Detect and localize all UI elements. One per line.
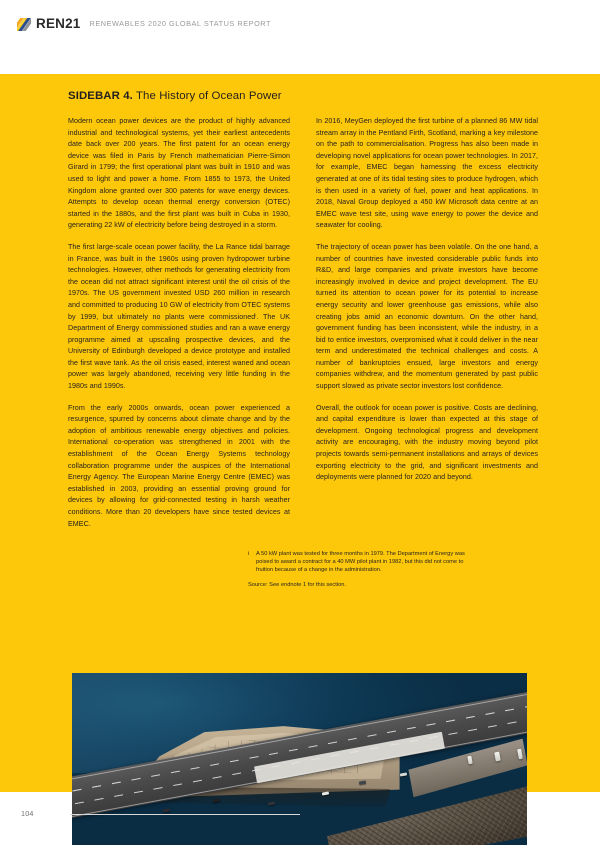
paragraph: Overall, the outlook for ocean power is positive. Costs are declining, and capital expenditure is lower than expected at this stage of development. Ongoing technological progress and development activity are encouraging, with the industry moving beyond pilot projects towards semi-permanent installations and arrays of devices exporting electricity to the grid, and significant investments and deployments were planned for 2020 and beyond. bbox=[316, 403, 538, 482]
page-number: 104 bbox=[21, 809, 34, 818]
sidebar-label: SIDEBAR 4. bbox=[68, 90, 133, 102]
storage-tank bbox=[494, 752, 501, 762]
source-note: Source: See endnote 1 for this section. bbox=[248, 582, 347, 589]
sidebar-subject: The History of Ocean Power bbox=[136, 90, 282, 102]
sidebar-heading bbox=[68, 90, 282, 102]
paragraph: The first large-scale ocean power facility, the La Rance tidal barrage in France, was built in the 1960s using proven hydropower turbine technologies. However, other methods for generating electricity from the ocean did not attract significant interest until the oil crisis of the 1970s. The US government invested USD 260 million in research and committed to producing 10 GW of electricity from OTEC systems by 1999, but ultimately no plants were commissionedⁱ. The UK Department of Energy commissioned studies and ran a wave energy programme aimed at upscaling prospective devices, and the University of Edinburgh developed a device prototype and installed the first wave tank. As the oil crisis eased, interest waned and ocean power was largely abandoned, receiving very little funding in the 1980s and 1990s. bbox=[68, 242, 290, 391]
paragraph: Modern ocean power devices are the product of highly advanced industrial and technological systems, yet their earliest antecedents date back over 200 years. The first patent for an ocean energy device was filed in Paris by French mathematician Pierre-Simon Girard in 1799; the first operational plant was built in 1910 and was used to light and power a home. From 1855 to 1973, the United Kingdom alone granted over 300 patents for wave energy devices. Attempts to develop ocean thermal energy conversion (OTEC) started in the 1880s, and the first plant was built in Cuba in 1930, generating 22 kW of electricity before being destroyed in a storm. bbox=[68, 117, 290, 230]
page-footer bbox=[0, 806, 600, 826]
paragraph: From the early 2000s onwards, ocean power experienced a resurgence, spurred by concerns about climate change and by the adoption of ambitious renewable energy objectives and policies. International co-operation was strengthened in 2001 with the establishment of the Ocean Energy Systems technology collaboration programme under the auspices of the International Energy Agency. The European Marine Energy Centre (EMEC) was established in 2003, providing an essential proving ground for devices by allowing for grid-connected testing in harsh weather conditions. More than 20 developers have since tested devices at EMEC. bbox=[68, 403, 290, 528]
ren21-logo-text: REN21 bbox=[36, 16, 81, 32]
footnote-block bbox=[248, 550, 470, 589]
footnote-item bbox=[248, 550, 470, 574]
column-right bbox=[316, 116, 538, 484]
footer-divider bbox=[70, 814, 300, 815]
paragraph: The trajectory of ocean power has been volatile. On the one hand, a number of countries have invested considerable public funds into R&D, and large companies and private investors have become increasingly involved in device and project development. The EU turned its attention to ocean power for its potential to increase energy security and lower greenhouse gas emissions, while also creating jobs amid an economic downturn. On the other hand, government funding has been inconsistent, while the industry, in a bid to entice investors, overpromised what it could deliver in the near term and underestimated the technical challenges and costs. A number of bankruptcies ensued, large investors and energy companies withdrew, and the momentum generated by past public support slowed as private sector investors lost confidence. bbox=[316, 242, 538, 391]
page-header bbox=[0, 0, 600, 48]
sidebar-panel bbox=[0, 74, 600, 792]
column-left bbox=[68, 116, 290, 530]
footnote-text: A 50 kW plant was tested for three months in 1979. The Department of Energy was poised to award a contract for a 40 MW pilot plant in 1982, but this did not come to fruition because of a change in the administration. bbox=[256, 551, 465, 574]
report-title: RENEWABLES 2020 GLOBAL STATUS REPORT bbox=[89, 19, 271, 29]
footnote-marker: i bbox=[248, 551, 250, 557]
paragraph: In 2016, MeyGen deployed the first turbine of a planned 86 MW tidal stream array in the Pentland Firth, Scotland, marking a key milestone on the path to commercialisation. Progress has also been made in developing novel applications for ocean power technologies. In 2017, for example, EMEC began harnessing the excess electricity generated at one of its tidal testing sites to produce hydrogen, which is then used in a variety of fuel, power and heat applications. In 2018, Naval Group deployed a 450 kW Microsoft data centre at an EMEC wave test site, using wave energy to power the device and seawater for cooling. bbox=[316, 117, 538, 230]
ren21-logo-icon bbox=[17, 18, 31, 31]
